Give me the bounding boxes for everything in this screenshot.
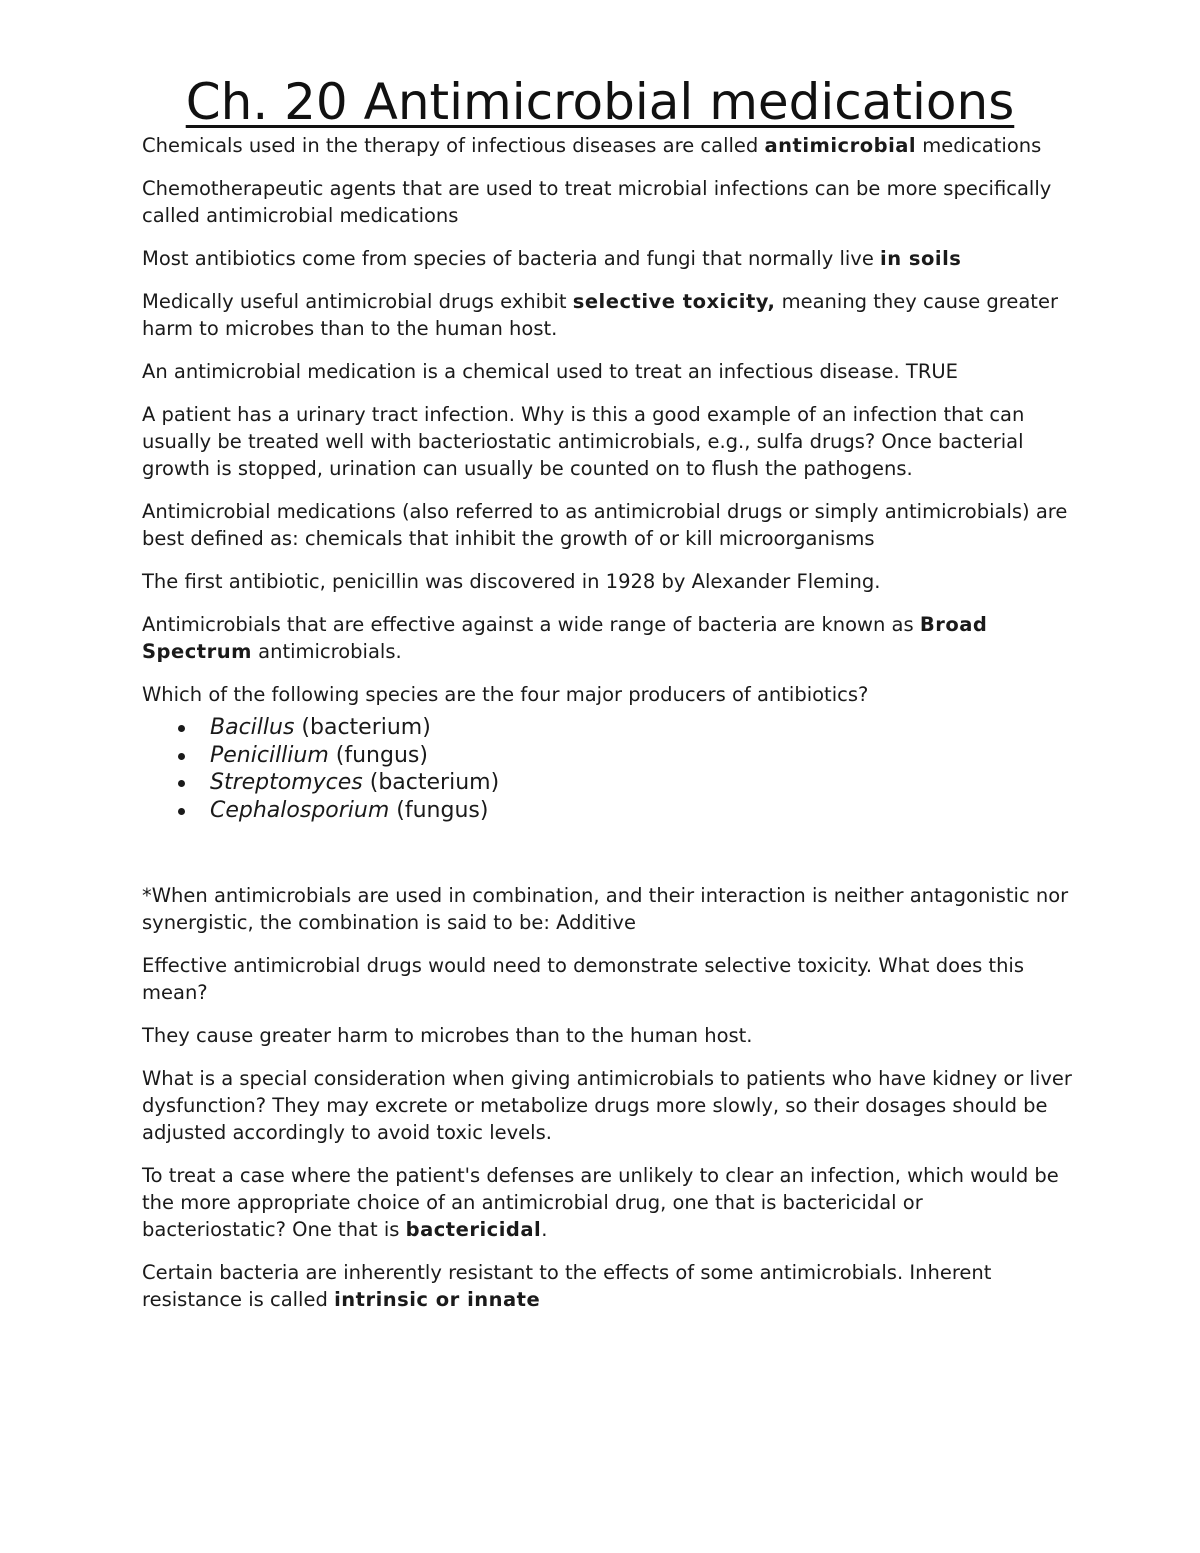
species-name: Streptomyces — [210, 770, 363, 795]
paragraph-bactericidal-choice — [142, 1162, 1072, 1243]
text-run: antimicrobials. — [251, 640, 402, 663]
paragraph-urinary-tract-infection: A patient has a urinary tract infection. Why is this a good example of an infection that can usually be treated well with bacteriostatic antimicrobials, e.g., sulfa drugs? Once bacterial growth is stopped, urination can usually be counted on to flush the pathogens. — [142, 403, 1025, 480]
paragraph-antimicrobial-medications-defined: Antimicrobial medications (also referred to as antimicrobial drugs or simply antimicrobials) are best defined as: chemicals that inhibit the growth of or kill microorganisms — [142, 500, 1068, 550]
paragraph-selective-toxicity-answer: They cause greater harm to microbes than to the human host. — [142, 1024, 753, 1047]
blank-space — [142, 824, 1072, 882]
species-name: Penicillium — [210, 742, 329, 768]
paragraph-broad-spectrum — [142, 611, 1072, 665]
paragraph-penicillin-discovery: The first antibiotic, penicillin was discovered in 1928 by Alexander Fleming. — [142, 570, 881, 593]
bold-term: Broad Spectrum — [142, 613, 988, 663]
list-item — [210, 769, 1072, 797]
paragraph-additive-combination: *When antimicrobials are used in combination, and their interaction is neither antagonistic nor synergistic, the combination is said to be: Additive — [142, 884, 1069, 934]
paragraph-true-statement: An antimicrobial medication is a chemical used to treat an infectious disease. TRUE — [142, 360, 958, 383]
page-title: Ch. 20 Antimicrobial medications — [185, 73, 1015, 131]
paragraph-kidney-liver-dysfunction: What is a special consideration when giving antimicrobials to patients who have kidney or liver dysfunction? They may excrete or metabolize drugs more slowly, so their dosages should be adjusted accordingly to avoid toxic levels. — [142, 1067, 1072, 1144]
paragraph-antimicrobial-definition — [142, 132, 1072, 159]
text-run: Certain bacteria are inherently resistant to the effects of some antimicrobials. Inherent resistance is called — [142, 1261, 992, 1311]
species-kind: (fungus) — [328, 742, 428, 768]
bold-term: antimicrobial — [764, 134, 917, 157]
bold-term: selective toxicity, — [572, 290, 776, 313]
text-run: Antimicrobials that are effective against a wide range of bacteria are known as — [142, 613, 920, 636]
list-item — [210, 742, 1072, 770]
species-name: Bacillus — [210, 715, 295, 740]
text-run: meaning they cause greater harm to microbes than to the human host. — [142, 290, 1058, 340]
text-run: Medically useful antimicrobial drugs exhibit — [142, 290, 573, 313]
producers-list — [142, 714, 1072, 824]
bold-term: intrinsic or innate — [334, 1288, 541, 1311]
text-run: Most antibiotics come from species of bacteria and fungi that normally live — [142, 247, 881, 270]
bold-term: bactericidal — [405, 1218, 542, 1241]
paragraph-chemotherapeutic-agents: Chemotherapeutic agents that are used to treat microbial infections can be more specifically called antimicrobial medications — [142, 177, 1052, 227]
list-item — [210, 714, 1072, 742]
species-kind: (bacterium) — [362, 770, 500, 795]
species-kind: (bacterium) — [294, 715, 431, 740]
species-kind: (fungus) — [389, 797, 489, 823]
paragraph-selective-toxicity — [142, 288, 1072, 342]
text-run: Chemicals used in the therapy of infectious diseases are called — [142, 134, 765, 157]
species-name: Cephalosporium — [210, 797, 390, 823]
text-run: . — [541, 1218, 548, 1241]
paragraph-producers-question: Which of the following species are the four major producers of antibiotics? — [142, 683, 869, 706]
list-item — [210, 797, 1072, 825]
paragraph-antibiotic-sources — [142, 245, 1072, 272]
text-run: medications — [916, 134, 1042, 157]
bold-term: in soils — [880, 247, 962, 270]
document-body — [142, 132, 1072, 1329]
paragraph-selective-toxicity-question: Effective antimicrobial drugs would need to demonstrate selective toxicity. What does this mean? — [142, 954, 1025, 1004]
paragraph-inherent-resistance — [142, 1259, 1072, 1313]
text-run: To treat a case where the patient's defenses are unlikely to clear an infection, which would be the more appropriate choice of an antimicrobial drug, one that is bactericidal or bacteriostatic? One that is — [142, 1164, 1059, 1241]
